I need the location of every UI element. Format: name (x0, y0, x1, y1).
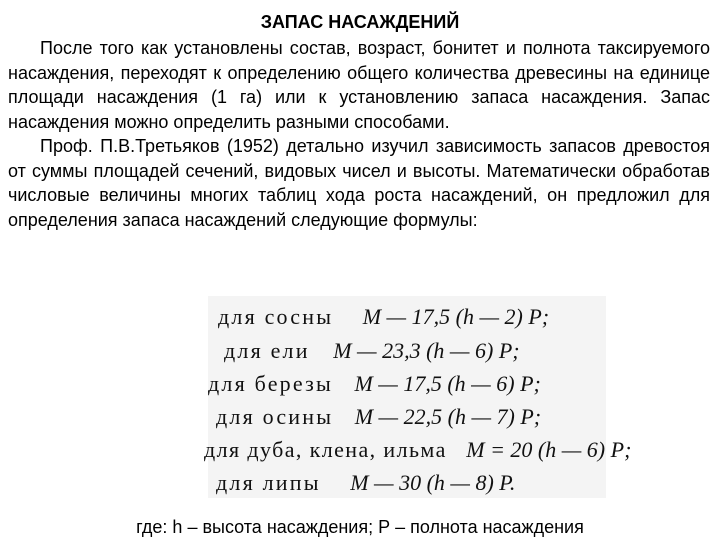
formula-expression: M — 23,3 (h — 6) P; (333, 338, 520, 363)
formula-tree-label: для осины (216, 404, 334, 429)
formula-row-aspen (216, 404, 541, 430)
formula-caption: где: h – высота насаждения; Р – полнота насаждения (136, 517, 584, 537)
formula-expression: M — 17,5 (h — 2) P; (362, 304, 550, 329)
formula-expression: M — 30 (h — 8) P. (350, 470, 516, 495)
formula-image (204, 296, 632, 498)
formula-tree-label: для сосны (218, 304, 334, 329)
formula-expression: M — 22,5 (h — 7) P; (354, 404, 542, 429)
formula-tree-label: для березы (208, 371, 333, 396)
formula-row-oak-maple-elm (204, 437, 631, 463)
formula-row-spruce (224, 338, 520, 364)
formula-tree-label: для дуба, клена, ильма (204, 437, 447, 462)
formula-tree-label: для ели (224, 338, 310, 363)
formula-expression: M = 20 (h — 6) P; (466, 437, 632, 462)
document-title: ЗАПАС НАСАЖДЕНИЙ (260, 12, 460, 32)
formula-tree-label: для липы (216, 470, 321, 495)
body-text (8, 36, 710, 232)
paragraph-2: Проф. П.В.Третьяков (1952) детально изучил зависимость запасов древостоя от суммы площадей сечений, видовых чисел и высоты. Математически обработав числовые величины многих таблиц хода роста насаждений, он предложил для определения запаса насаждений следующие формулы: (8, 136, 710, 230)
formula-expression: M — 17,5 (h — 6) P; (354, 371, 541, 396)
formula-row-linden (216, 470, 515, 496)
formula-row-pine (218, 304, 549, 330)
formula-row-birch (208, 371, 541, 397)
paragraph-1: После того как установлены состав, возраст, бонитет и полнота таксируемого насаждения, переходят к определению общего количества древесины на единице площади насаждения (1 га) или к установлению запаса насаждения. Запас насаждения можно определить разными способами. (8, 38, 710, 132)
